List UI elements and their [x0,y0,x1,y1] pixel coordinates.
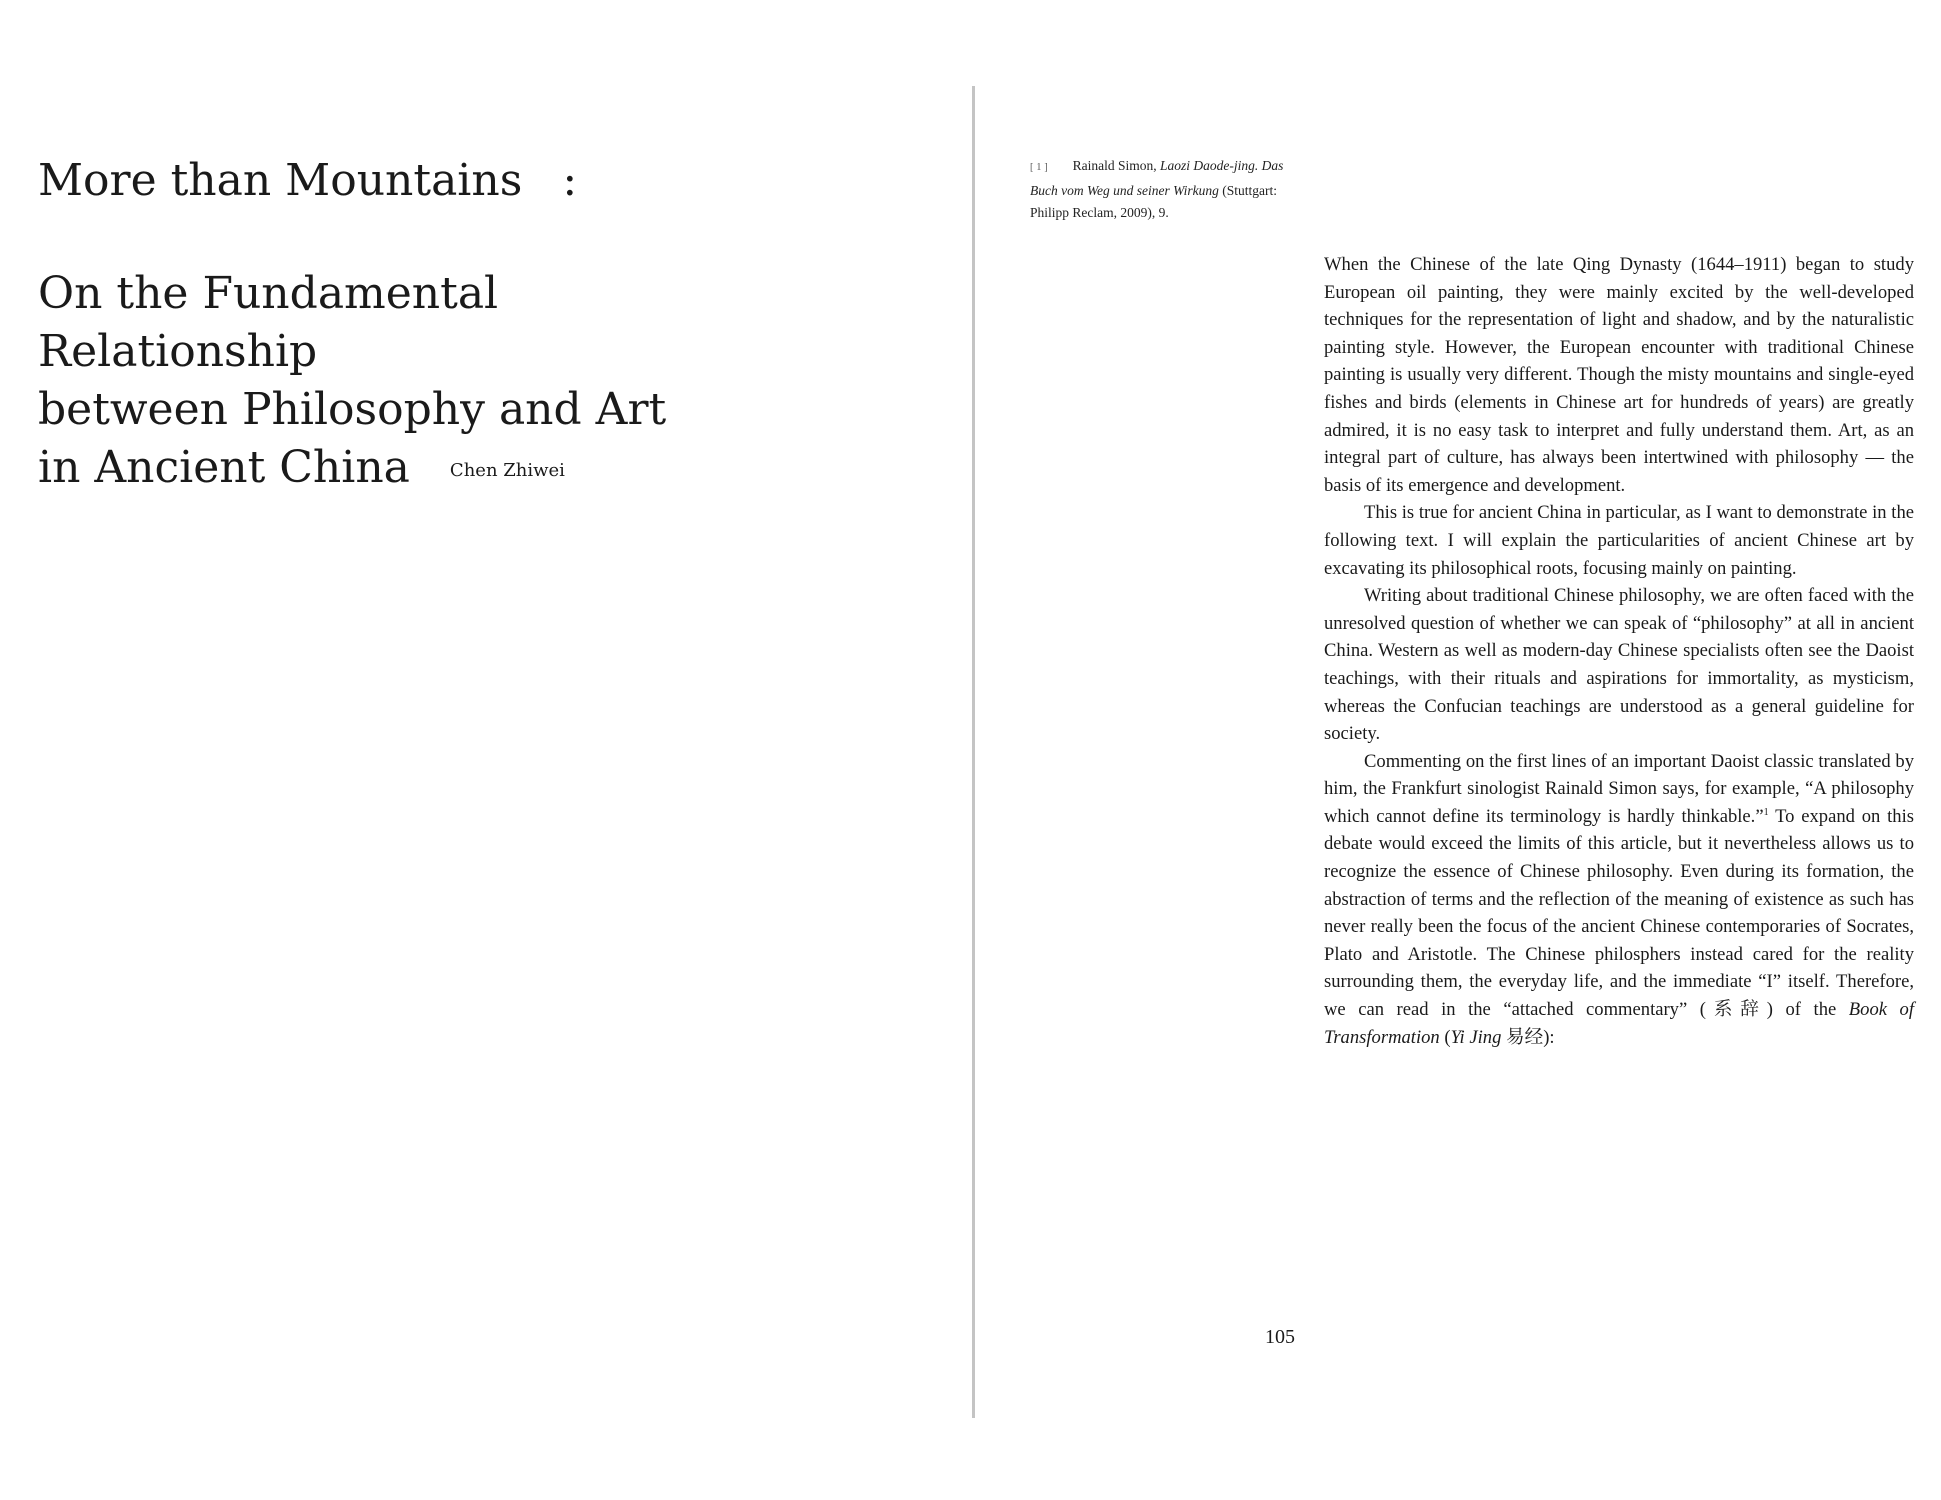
paragraph-text: Commenting on the first lines of an important Daoist classic translated by him, the Frankfurt sinologist Rainald Simon says, for example, “A philosophy which cannot define its terminology is hardly thinkable.” [1324,750,1914,827]
title-colon: : [562,155,578,206]
footnote-reference: 1 [1763,806,1769,818]
author-name: Chen Zhiwei [449,460,565,481]
title-block [38,152,938,500]
paragraph: Writing about traditional Chinese philosophy, we are often faced with the unresolved question of whether we can speak of “philosophy” at all in ancient China. Western as well as modern-day Chinese specialists often see the Daoist teachings, with their rituals and aspirations for immortality, as mysticism, whereas the Confucian teachings are understood as a general guideline for society. [1324,585,1914,745]
subtitle-line: On the Fundamental [38,268,499,319]
footnote-marker: [1] [1030,162,1051,173]
footnote-author: Rainald Simon, [1072,158,1157,173]
paragraph-text: ( [1439,1026,1451,1048]
paragraph: This is true for ancient China in particular, as I want to demonstrate in the following text. I will explain the particularities of ancient Chinese art by excavating its philosophical roots, focusing mainly on painting. [1324,502,1914,579]
paragraph-text: 易经): [1501,1026,1555,1048]
subtitle-line: between Philosophy and Art [38,384,667,435]
article-title [38,152,938,210]
page-number: 105 [1265,1326,1295,1348]
footnote-title: Laozi Daode-jing. Das Buch vom Weg und seiner Wirkung [1030,158,1284,198]
book-title-pinyin: Yi Jing [1450,1026,1502,1048]
footnote [1030,155,1308,225]
article-subtitle [38,265,938,500]
subtitle-line-last [38,439,938,500]
title-main-text: More than Mountains [38,155,523,206]
book-title: Book of Transformation [1324,999,1914,1048]
page-gutter [972,86,975,1418]
subtitle-line-text: in Ancient China [38,442,410,493]
footnote-publication: (Stuttgart: Philipp Reclam, 2009), 9. [1030,182,1277,220]
paragraph [1324,748,1914,1052]
paragraph: When the Chinese of the late Qing Dynasty (1644–1911) began to study European oil painting, they were mainly excited by the well-developed techniques for the representation of light and shadow, and by the naturalistic painting style. However, the European encounter with traditional Chinese painting is usually very different. Though the misty mountains and single-eyed fishes and birds (elements in Chinese art for hundreds of years) are greatly admired, it is no easy task to interpret and fully understand them. Art, as an integral part of culture, has always been intertwined with philosophy — the basis of its emergence and development. [1324,254,1914,496]
body-text [1324,251,1914,1051]
paragraph-text: To expand on this debate would exceed the limits of this article, but it nevertheless allows us to recognize the essence of Chinese philosophy. Even during its formation, the abstraction of terms and the reflection of the meaning of existence as such has never really been the focus of the ancient Chinese contemporaries of Socrates, Plato and Aristotle. The Chinese philosphers instead cared for the reality surrounding them, the everyday life, and the immediate “I” itself. Therefore, we can read in the “attached commentary” (系辞) of the [1324,805,1915,1021]
subtitle-line: Relationship [38,326,318,377]
